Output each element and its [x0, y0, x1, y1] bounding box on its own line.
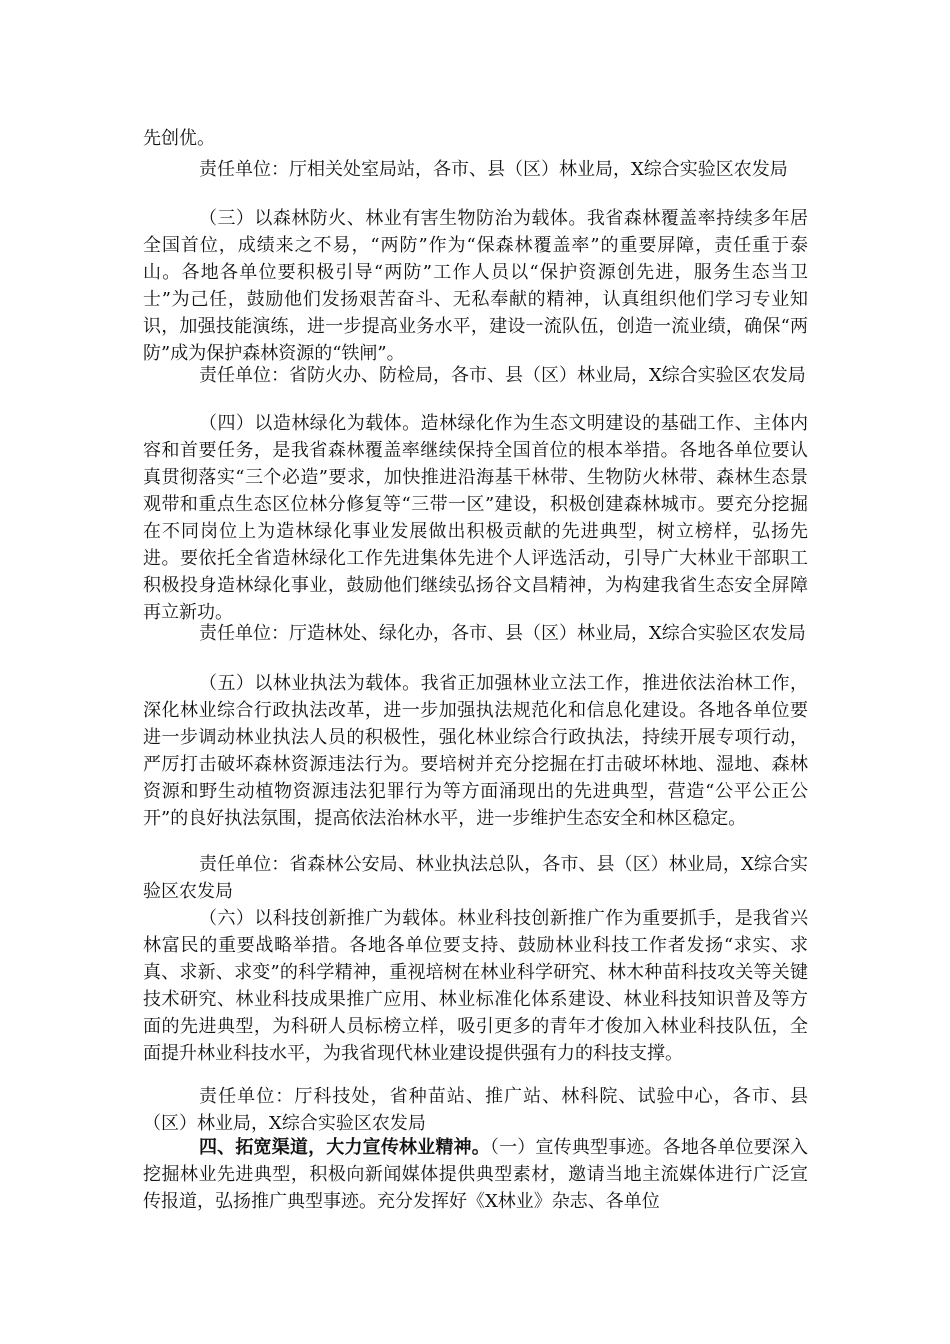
section-heading: 四、拓宽渠道，大力宣传林业精神。	[199, 1137, 490, 1158]
paragraph-section-5: （五）以林业执法为载体。我省正加强林业立法工作，推进依法治林工作，深化林业综合行政执法改革，进一步加强执法规范化和信息化建设。各地各单位要进一步调动林业执法人员的积极性，强化林业综合行政执法，持续开展专项行动，严厉打击破坏森林资源违法行为。要培树并充分挖掘在打击破坏林地、湿地、森林资源和野生动植物资源违法犯罪行为等方面涌现出的先进典型，营造“公平公正公开”的良好执法氛围，提高依法治林水平，进一步维护生态安全和林区稳定。	[143, 673, 808, 829]
responsibility-unit: 责任单位：省森林公安局、林业执法总队，各市、县（区）林业局，X综合实验区农发局	[143, 854, 808, 902]
responsibility-unit: 责任单位：厅相关处室局站，各市、县（区）林业局，X综合实验区农发局	[199, 159, 788, 180]
paragraph-section-3: （三）以森林防火、林业有害生物防治为载体。我省森林覆盖率持续多年居全国首位，成绩来之不易，“两防”作为“保森林覆盖率”的重要屏障，责任重于泰山。各地各单位要积极引导“两防”工作人员以“保护资源创先进，服务生态当卫士”为己任，鼓励他们发扬艰苦奋斗、无私奉献的精神，认真组织他们学习专业知识，加强技能演练，进一步提高业务水平，建设一流队伍，创造一流业绩，确保“两防”成为保护森林资源的“铁闸”。	[143, 208, 808, 364]
section-body: （一）宣传典型事迹。各地各单位要深入挖掘林业先进典型，积极向新闻媒体提供典型素材，邀请当地主流媒体进行广泛宣传报道，弘扬推广典型事迹。充分发挥好《X林业》杂志、各单位	[143, 1137, 809, 1212]
paragraph-section-four	[143, 1134, 808, 1215]
responsibility-unit: 责任单位：省防火办、防检局，各市、县（区）林业局，X综合实验区农发局	[199, 365, 806, 386]
responsibility-unit: 责任单位：厅科技处，省种苗站、推广站、林科院、试验中心，各市、县（区）林业局，X综合实验区农发局	[143, 1086, 808, 1134]
paragraph-section-6: （六）以科技创新推广为载体。林业科技创新推广作为重要抓手，是我省兴林富民的重要战略举措。各地各单位要支持、鼓励林业科技工作者发扬“求实、求真、求新、求变”的科学精神，重视培树在林业科学研究、林木种苗科技攻关等关键技术研究、林业科技成果推广应用、林业标准化体系建设、林业科技知识普及等方面的先进典型，为科研人员标榜立样，吸引更多的青年才俊加入林业科技队伍，全面提升林业科技水平，为我省现代林业建设提供强有力的科技支撑。	[143, 908, 808, 1064]
responsibility-unit: 责任单位：厅造林处、绿化办，各市、县（区）林业局，X综合实验区农发局	[199, 623, 806, 644]
paragraph-continuation: 先创优。	[143, 128, 215, 149]
paragraph-section-4: （四）以造林绿化为载体。造林绿化作为生态文明建设的基础工作、主体内容和首要任务，是我省森林覆盖率继续保持全国首位的根本举措。各地各单位要认真贯彻落实“三个必造”要求，加快推进沿海基干林带、生物防火林带、森林生态景观带和重点生态区位林分修复等“三带一区”建设，积极创建森林城市。要充分挖掘在不同岗位上为造林绿化事业发展做出积极贡献的先进典型，树立榜样，弘扬先进。要依托全省造林绿化工作先进集体先进个人评选活动，引导广大林业干部职工积极投身造林绿化事业，鼓励他们继续弘扬谷文昌精神，为构建我省生态安全屏障再立新功。	[143, 413, 808, 623]
